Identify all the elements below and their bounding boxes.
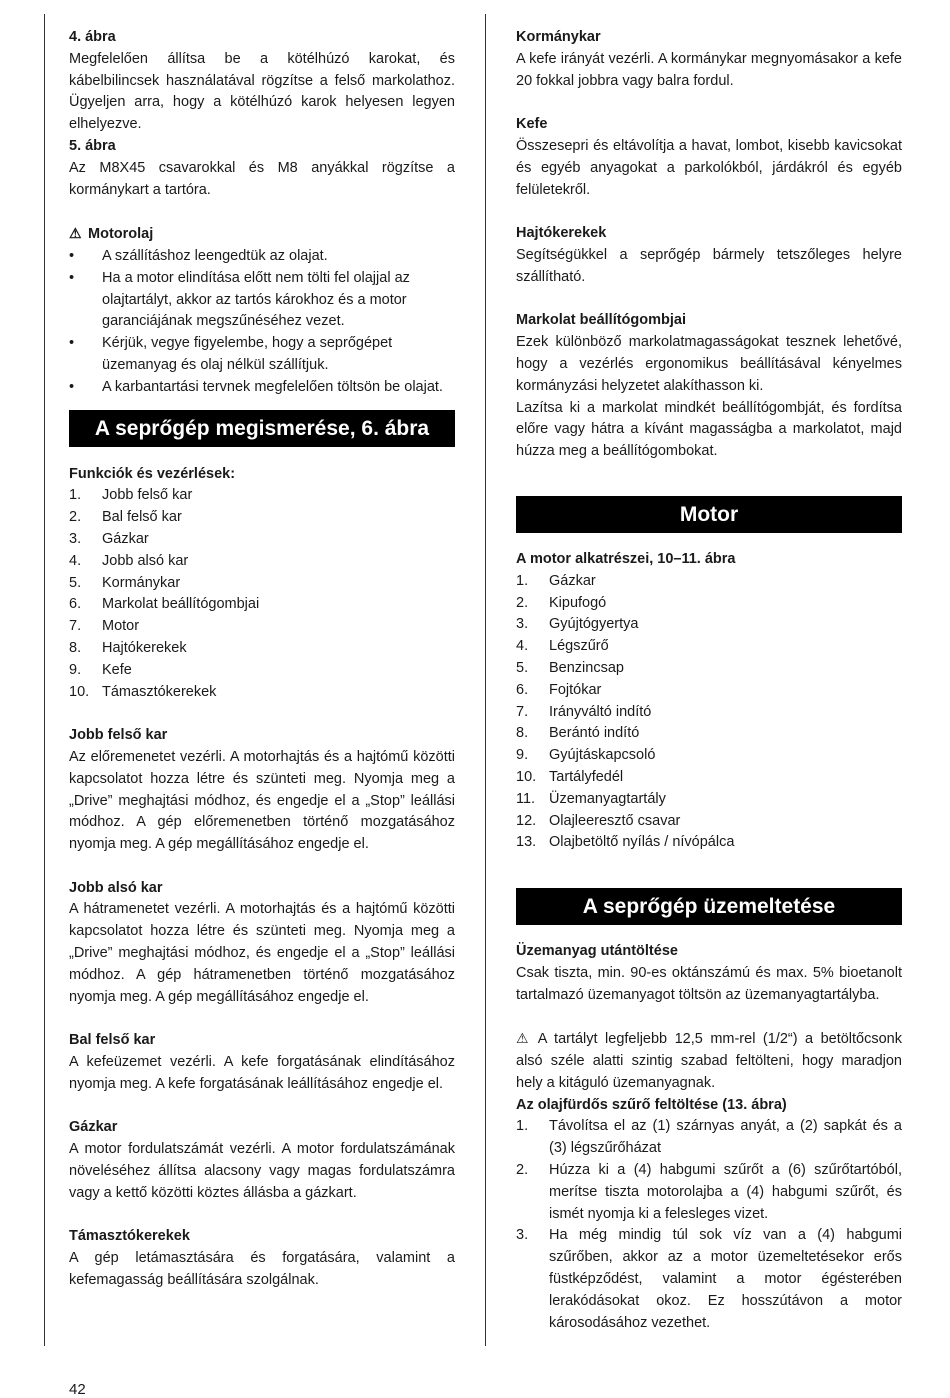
left-column [69, 27, 455, 1292]
list-item: 2. Húzza ki a (4) habgumi szűrőt a (6) szűrőtartóból, merítse tiszta motorolajba a (4) habgumi szűrőt, és ismét nyomja ki a felesleges vizet. [516, 1162, 902, 1222]
list-item: 12. Olajleeresztő csavar [516, 812, 681, 829]
fig5-text: Az M8X45 csavarokkal és M8 anyákkal rögzítse a kormánykart a tartóra. [69, 159, 455, 198]
list-item: 1. Gázkar [516, 572, 596, 589]
motor-parts-list [516, 571, 902, 854]
list-item: 5. Benzincsap [516, 659, 624, 676]
section-banner-sweeper: A seprőgép megismerése, 6. ábra [69, 410, 455, 447]
column-rule-left [44, 14, 45, 1346]
list-item: 3. Ha még mindig túl sok víz van a (4) habgumi szűrőben, akkor az a motor üzemeltetésekor erős füstképződést, valamint a motor égésterében lerakódásokat okoz. Ez hosszútávon a motor károsodásához vezethet. [516, 1227, 902, 1331]
motor-parts-title: A motor alkatrészei, 10–11. ábra [516, 550, 736, 567]
section-text: A motor fordulatszámát vezérli. A motor fordulatszámának növeléséhez állítsa alacsony vagy magas fordulatszámra vagy a kettő közötti köztes állásba a gázkart. [69, 1141, 455, 1201]
list-item: • A szállításhoz leengedtük az olajat. [69, 246, 455, 268]
list-item: 9. Kefe [69, 661, 132, 678]
section-text: A hátramenetet vezérli. A motorhajtás és a hajtómű közötti kapcsolatot hozza létre és szünteti meg. Nyomja meg a „Drive” meghajtási módhoz, és engedje el a „Stop” leállási módhoz. A gép hátramenetben történő mozgatásához nyomja meg. A gép megállításához engedje el. [69, 901, 455, 1005]
section-text: Az előremenetet vezérli. A motorhajtás és a hajtómű közötti kapcsolatot hozza létre és szünteti meg. Nyomja meg a „Drive” meghajtási módhoz, és engedje el a „Stop” leállási módhoz. A gép előremenetben történő mozgatásához nyomja meg. A gép megállításához engedje el. [69, 748, 455, 853]
filter-steps-list [516, 1116, 902, 1334]
list-item: • Ha a motor elindítása előtt nem tölti fel olajjal az olajtartályt, akkor az tartós károkhoz és a motor garanciájának megszűnéséhez vezet. [69, 268, 455, 333]
oil-bullet-list [69, 246, 455, 399]
list-item: 2. Kipufogó [516, 594, 607, 611]
list-item: 6. Fojtókar [516, 681, 602, 698]
column-rule-middle [485, 14, 486, 1346]
section-title: Jobb felső kar [69, 727, 168, 744]
list-item: • Kérjük, vegye figyelembe, hogy a seprőgépet üzemanyag és olaj nélkül szállítjuk. [69, 333, 455, 377]
list-item: 11. Üzemanyagtartály [516, 790, 666, 807]
steer-text: A kefe irányát vezérli. A kormánykar megnyomásakor a kefe 20 fokkal jobbra vagy balra fordul. [516, 50, 902, 89]
list-item: 8. Hajtókerekek [69, 639, 187, 656]
warning-icon: ⚠ [69, 225, 82, 242]
warning-icon: ⚠ [516, 1030, 529, 1047]
list-item: 2. Bal felső kar [69, 509, 182, 526]
right-column [516, 27, 902, 1334]
functions-list [69, 485, 455, 703]
fuel-warning: ⚠ A tartályt legfeljebb 12,5 mm-rel (1/2“) a betöltőcsonk alsó széle alatti szintig szabad feltölteni, hogy maradjon hely a kitáguló üzemanyagnak. [516, 1030, 902, 1091]
handle-title: Markolat beállítógombjai [516, 312, 686, 329]
section-text: A gép letámasztására és forgatására, valamint a kefemagasság beállítására szolgálnak. [69, 1250, 455, 1289]
list-item: 4. Jobb alsó kar [69, 552, 189, 569]
list-item: 7. Irányváltó indító [516, 703, 652, 720]
fig4-text: Megfelelően állítsa be a kötélhúzó karokat, és kábelbilincsek használatával rögzítse a felső markolathoz. Ügyeljen arra, hogy a kötélhúzó karok helyesen legyen elhelyezve. [69, 50, 455, 133]
list-item: • A karbantartási tervnek megfelelően töltsön be olajat. [69, 377, 455, 399]
list-item: 6. Markolat beállítógombjai [69, 596, 260, 613]
functions-title: Funkciók és vezérlések: [69, 465, 236, 482]
list-item: 5. Kormánykar [69, 574, 181, 591]
list-item: 1. Jobb felső kar [69, 487, 193, 504]
wheels-text: Segítségükkel a seprőgép bármely tetszőleges helyre szállítható. [516, 246, 902, 285]
list-item: 8. Berántó indító [516, 725, 640, 742]
fuel-text: Csak tiszta, min. 90-es oktánszámú és max. 5% bioetanolt tartalmazó üzemanyagot töltsön az üzemanyagtartályba. [516, 964, 902, 1003]
section-text: A kefeüzemet vezérli. A kefe forgatásának elindításához nyomja meg. A kefe forgatásának leállításához engedje el. [69, 1054, 455, 1092]
handle-text: Lazítsa ki a markolat mindkét beállítógombját, és fordítsa előre vagy hátra a kívánt magasságba a markolatot, majd húzza meg a beállítógombokat. [516, 399, 902, 460]
wheels-title: Hajtókerekek [516, 225, 607, 242]
fuel-title: Üzemanyag utántöltése [516, 943, 678, 960]
section-title: Bal felső kar [69, 1032, 156, 1049]
section-banner-operation: A seprőgép üzemeltetése [516, 888, 902, 925]
section-title: Gázkar [69, 1119, 118, 1136]
filter-title: Az olajfürdős szűrő feltöltése (13. ábra) [516, 1096, 787, 1113]
list-item: 3. Gyújtógyertya [516, 616, 639, 633]
brush-text: Összesepri és eltávolítja a havat, lombot, kisebb kavicsokat és egyéb anyagokat a parkolókból, járdákról és egyéb felületekről. [516, 137, 902, 198]
page-number: 42 [69, 1381, 86, 1398]
fig5-title: 5. ábra [69, 137, 116, 154]
list-item: 9. Gyújtáskapcsoló [516, 747, 656, 764]
fig4-title: 4. ábra [69, 29, 116, 45]
brush-title: Kefe [516, 116, 548, 133]
section-banner-motor: Motor [516, 496, 902, 533]
section-title: Támasztókerekek [69, 1228, 190, 1245]
oil-title: Motorolaj [88, 226, 154, 243]
list-item: 4. Légszűrő [516, 638, 609, 655]
handle-text: Ezek különböző markolatmagasságokat tesznek lehetővé, hogy a vezérlés ergonomikus beállításával kényelmes kormányzási helyzetet alakíthasson ki. [516, 334, 902, 394]
list-item: 10. Támasztókerekek [69, 683, 217, 700]
steer-title: Kormánykar [516, 29, 601, 45]
list-item: 10. Tartályfedél [516, 768, 624, 785]
section-title: Jobb alsó kar [69, 879, 163, 896]
list-item: 3. Gázkar [69, 530, 149, 547]
list-item: 13. Olajbetöltő nyílás / nívópálca [516, 834, 735, 851]
list-item: 1. Távolítsa el az (1) szárnyas anyát, a (2) sapkát és a (3) légszűrőházat [516, 1118, 902, 1157]
oil-heading [69, 223, 455, 246]
list-item: 7. Motor [69, 618, 140, 635]
